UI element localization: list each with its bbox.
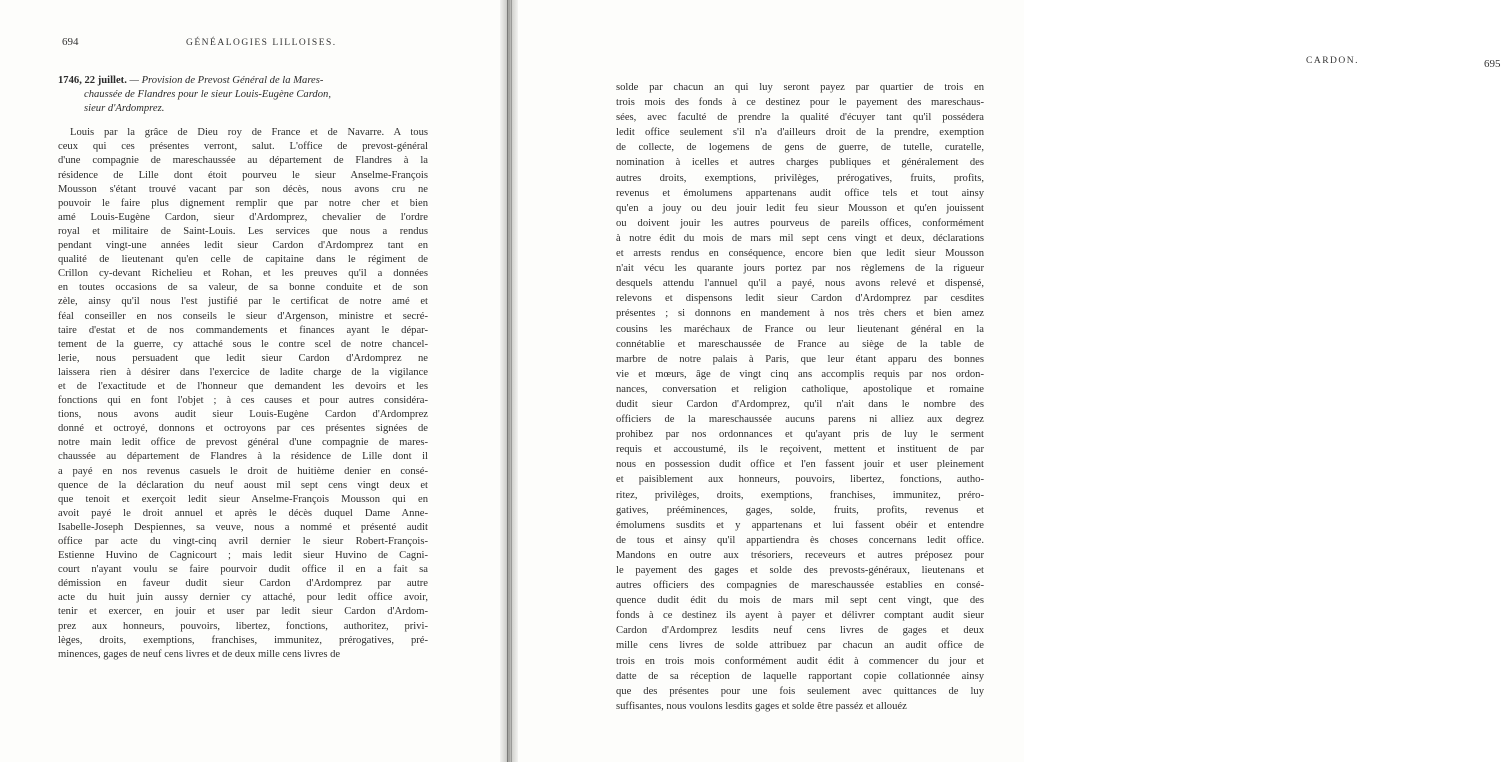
text-line: Crillon cy-devant Richelieu et Rohan, et les preuves qu'il a données [58, 268, 428, 280]
text-line: quence de la déclaration du neuf aoust mil sept cens vingt deux et [58, 479, 428, 491]
text-line: émolumens susdits et y appartenans et lui fassent obéir et entendre [616, 519, 984, 531]
text-line: ritez, privilèges, droits, exemptions, franchises, immunitez, préro- [616, 489, 984, 501]
text-line: d'une compagnie de mareschaussée au département de Flandres à la [58, 155, 428, 167]
text-line: fonds à ce destinez ils ayent à payer et délivrer comptant audit sieur [616, 610, 984, 622]
document-heading [58, 74, 428, 116]
text-line: connétablie et mareschaussée de France au siège de la table de [616, 338, 984, 350]
text-line: acte du huit juin aussy dernier cy attaché, pour ledit office avoir, [58, 592, 428, 604]
text-line: nances, conversation et religion catholique, apostolique et romaine [616, 383, 984, 395]
text-line: taire d'estat et de nos commandements et finances ayant le dépar- [58, 324, 428, 336]
text-line: gatives, prééminences, gages, solde, fruits, profits, revenus et [616, 504, 984, 516]
text-line: officiers de la mareschaussée aucuns parens ni alliez aux degrez [616, 414, 984, 426]
text-line: revenus et émolumens appartenans audit office tels et tout ainsy [616, 187, 984, 199]
text-line: le payement des gages et solde des prevosts-généraux, lieutenans et [616, 565, 984, 576]
text-line: fonctions qui en font l'objet ; à ces causes et pour autres considéra- [58, 395, 428, 407]
text-line: solde par chacun an qui luy seront payez par quartier de trois en [616, 82, 984, 93]
text-line: que tenoit et exerçoit ledit sieur Anselme-François Mousson qui en [58, 493, 428, 505]
text-line: prez aux honneurs, pouvoirs, libertez, fonctions, authoritez, privi- [58, 620, 428, 632]
text-line: Mousson s'étant trouvé vacant par son décès, nous avons cru ne [58, 183, 428, 195]
text-line: résidence de Lille dont étoit pourveu le sieur Anselme-François [58, 169, 428, 181]
text-line: laissera rien à désirer dans l'exercice de ladite charge de la vigilance [58, 366, 428, 378]
book-gutter [500, 0, 518, 762]
text-line: de tous et ainsy qu'il appartiendra ès choses concernans ledit office. [616, 534, 984, 546]
text-line: Louis par la grâce de Dieu roy de France et de Navarre. A tous [70, 127, 428, 139]
text-line: dudit sieur Cardon d'Ardomprez, qu'il n'ait dans le nombre des [616, 398, 984, 410]
text-line: cousins les maréchaux de France ou leur lieutenant général en la [616, 323, 984, 335]
text-line: Cardon d'Ardomprez lesdits neuf cens livres de gages et deux [616, 625, 984, 637]
text-line: ledit office seulement s'il n'a d'ailleurs droit de la prendre, exemption [616, 127, 984, 139]
left-running-head: GÉNÉALOGIES LILLOISES. [186, 38, 337, 48]
heading-title-line: sieur d'Ardomprez. [84, 103, 165, 115]
text-line: de collecte, de logemens de gens de guerre, de tutelle, curatelle, [616, 142, 984, 154]
text-line: démission en faveur dudit sieur Cardon d'Ardomprez par autre [58, 578, 428, 590]
left-page [0, 0, 500, 762]
text-line: Estienne Huvino de Cagnicourt ; mais ledit sieur Huvino de Cagni- [58, 550, 428, 562]
text-line: trois en trois mois conformément audit édit à commencer du jour et [616, 655, 984, 667]
text-line: pendant vingt-une années ledit sieur Cardon d'Ardomprez tant en [58, 240, 428, 252]
text-line: qu'en a jouy ou deu jouir ledit feu sieur Mousson et qu'en jouissent [616, 202, 984, 214]
text-line: suffisantes, nous voulons lesdits gages et solde être passéz et allouéz [616, 700, 907, 712]
text-line: quence dudit édit du mois de mars mil sept cent vingt, que des [616, 595, 984, 607]
text-line: à notre édit du mois de mars mil sept cens vingt et deux, déclarations [616, 232, 984, 244]
text-line: court n'ayant voulu se faire pourvoir dudit office il en a fait sa [58, 564, 428, 576]
right-page-body [616, 80, 984, 714]
text-line: trois mois des fonds à ce destinez pour le payement des mareschaus- [616, 97, 984, 109]
text-line: a payé en nos revenus casuels le droit de huitième denier en consé- [58, 465, 428, 477]
text-line: et de l'exactitude et de l'honneur que demandent les devoirs et les [58, 380, 428, 392]
text-line: présentes ; si donnons en mandement à nos très chers et bien amez [616, 308, 984, 320]
text-line: autres droits, exemptions, privilèges, prérogatives, fruits, profits, [616, 172, 984, 184]
text-line: féal conseiller en nos conseils le sieur d'Argenson, ministre et secré- [58, 310, 428, 322]
text-line: qualité de lieutenant qu'en celle de capitaine dans le régiment de [58, 254, 428, 266]
text-line: avoit payé le droit annuel et après le décès duquel Dame Anne- [58, 507, 428, 519]
text-line: en toutes occasions de sa valeur, de sa bonne conduite et de son [58, 282, 428, 294]
right-page-number: 695 [1484, 58, 1501, 70]
text-line: tions, nous avons audit sieur Louis-Eugène Cardon d'Ardomprez [58, 409, 428, 421]
heading-title-line: — Provision de Prevost Général de la Mares- [129, 75, 324, 86]
text-line: minences, gages de neuf cens livres et de deux mille cens livres de [58, 648, 341, 660]
text-line: autres officiers des compagnies de mareschaussée establies en consé- [616, 580, 984, 592]
heading-title-line: chaussée de Flandres pour le sieur Louis-Eugène Cardon, [84, 89, 331, 101]
text-line: notre main ledit office de prevost général d'une compagnie de mares- [58, 437, 428, 449]
text-line: desquels attendu l'annuel qu'il a payé, nous avons relevé et dispensé, [616, 278, 984, 290]
right-running-head: CARDON. [1306, 56, 1359, 66]
left-page-number: 694 [62, 36, 79, 48]
text-line: ou doivent jouir les autres pourveus de pareils offices, conformément [616, 217, 984, 229]
text-line: datte de sa réception de laquelle rapportant copie collationnée ainsy [616, 670, 984, 682]
text-line: sées, avec faculté de prendre la qualité d'écuyer tant qu'il possédera [616, 112, 984, 124]
text-line: donné et octroyé, donnons et octroyons par ces présentes signées de [58, 423, 428, 435]
text-line: mille cens livres de solde attribuez par chacun an audit office de [616, 640, 984, 652]
text-line: zèle, ainsy qu'il nous l'est justifié par le certificat de notre amé et [58, 296, 428, 308]
text-line: chaussée au département de Flandres à la résidence de Lille dont il [58, 451, 428, 463]
left-page-body [58, 74, 428, 662]
text-line: requis et accoustumé, ils le reçoivent, mettent et instituent de par [616, 444, 984, 456]
text-line: Isabelle-Joseph Despiennes, sa veuve, nous a nommé et présenté audit [58, 521, 428, 533]
text-line: lèges, droits, exemptions, franchises, immunitez, prérogatives, pré- [58, 634, 428, 646]
text-line: que des présentes pour une fois seulement avec quittances de luy [616, 685, 984, 697]
text-line: tement de la guerre, cy attaché sous le contre scel de notre chancel- [58, 338, 428, 350]
heading-date: 1746, 22 juillet. [58, 75, 127, 86]
text-line: pouvoir le faire plus dignement remplir que par notre cher et bien [58, 197, 428, 209]
text-line: et paisiblement aux honneurs, pouvoirs, libertez, fonctions, autho- [616, 474, 984, 486]
text-line: prohibez par nos ordonnances et qu'ayant pris de luy le serment [616, 429, 984, 441]
text-line: tenir et exercer, en jouir et user par ledit sieur Cardon d'Ardom- [58, 606, 428, 618]
text-line: Mandons en outre aux trésoriers, receveurs et autres préposez pour [616, 549, 984, 561]
text-line: nous en possession dudit office et l'en fassent jouir et user pleinement [616, 459, 984, 471]
text-line: ceux qui ces présentes verront, salut. L'office de prevost-général [58, 141, 428, 153]
text-line: office par acte du vingt-cinq avril dernier le sieur Robert-François- [58, 536, 428, 547]
text-line: n'ait vécu les quarante jours portez par nos règlemens de la rigueur [616, 263, 984, 275]
text-line: royal et militaire de Saint-Louis. Les services que nous a rendus [58, 225, 428, 237]
text-line: vie et mœurs, âge de vingt cinq ans accomplis requis par nos ordon- [616, 368, 984, 380]
left-text-block [58, 126, 428, 662]
text-line: marbre de notre palais à Paris, que leur étant apparu des bonnes [616, 353, 984, 365]
text-line: et arrests rendus en conséquence, encore bien que ledit sieur Mousson [616, 248, 984, 260]
right-text-block [616, 80, 984, 714]
text-line: nomination à icelles et autres charges publiques et généralement des [616, 157, 984, 169]
text-line: amé Louis-Eugène Cardon, sieur d'Ardomprez, chevalier de l'ordre [58, 211, 428, 223]
text-line: relevons et dispensons ledit sieur Cardon d'Ardomprez par cesdites [616, 293, 984, 305]
text-line: lerie, nous persuadent que ledit sieur Cardon d'Ardomprez ne [58, 352, 428, 364]
